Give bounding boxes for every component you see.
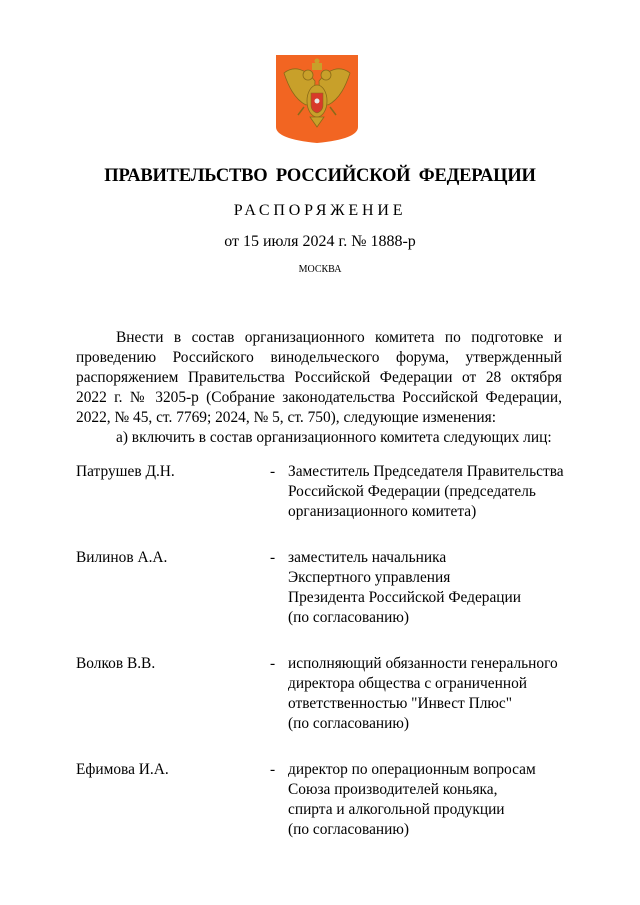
- document-city: МОСКВА: [298, 264, 342, 275]
- russian-coat-of-arms-icon: [276, 55, 358, 143]
- document-date-number: от 15 июля 2024 г. № 1888-р: [224, 233, 416, 250]
- member-dash: -: [270, 655, 276, 672]
- member-dash: -: [270, 761, 276, 778]
- government-title: ПРАВИТЕЛЬСТВО РОССИЙСКОЙ ФЕДЕРАЦИИ: [104, 166, 536, 186]
- member-position: директор по операционным вопросам Союза производителей коньяка, спирта и алкогольной продукции (по согласованию): [288, 761, 536, 838]
- paragraph-item-a: а) включить в состав организационного комитета следующих лиц:: [116, 429, 552, 446]
- member-position: исполняющий обязанности генерального директора общества с ограниченной ответственностью "Инвест Плюс" (по согласованию): [288, 655, 558, 732]
- member-position: Заместитель Председателя Правительства Российской Федерации (председатель организационного комитета): [288, 463, 564, 520]
- document-type: РАСПОРЯЖЕНИЕ: [233, 202, 407, 219]
- member-name: Вилинов А.А.: [76, 549, 168, 566]
- document-body: [76, 328, 562, 448]
- list-item: [76, 548, 566, 628]
- member-dash: -: [270, 463, 276, 480]
- member-name: Волков В.В.: [76, 655, 156, 672]
- member-list: [76, 462, 566, 866]
- member-dash: -: [270, 549, 276, 566]
- member-name: Патрушев Д.Н.: [76, 463, 175, 480]
- list-item: [76, 462, 566, 522]
- member-name: Ефимова И.А.: [76, 761, 169, 778]
- list-item: [76, 760, 566, 840]
- list-item: [76, 654, 566, 734]
- member-position: заместитель начальника Экспертного управления Президента Российской Федерации (по согласованию): [288, 549, 522, 626]
- paragraph-main: Внести в состав организационного комитета по подготовке и проведению Российского винодельческого форума, утвержденный распоряжением Правительства Российской Федерации от 28 октября 2022 г. № 3205-р (Собрание законодательства Российской Федерации, 2022, № 45, ст. 7769; 2024, № 5, ст. 750), следующие изменения:: [76, 329, 562, 426]
